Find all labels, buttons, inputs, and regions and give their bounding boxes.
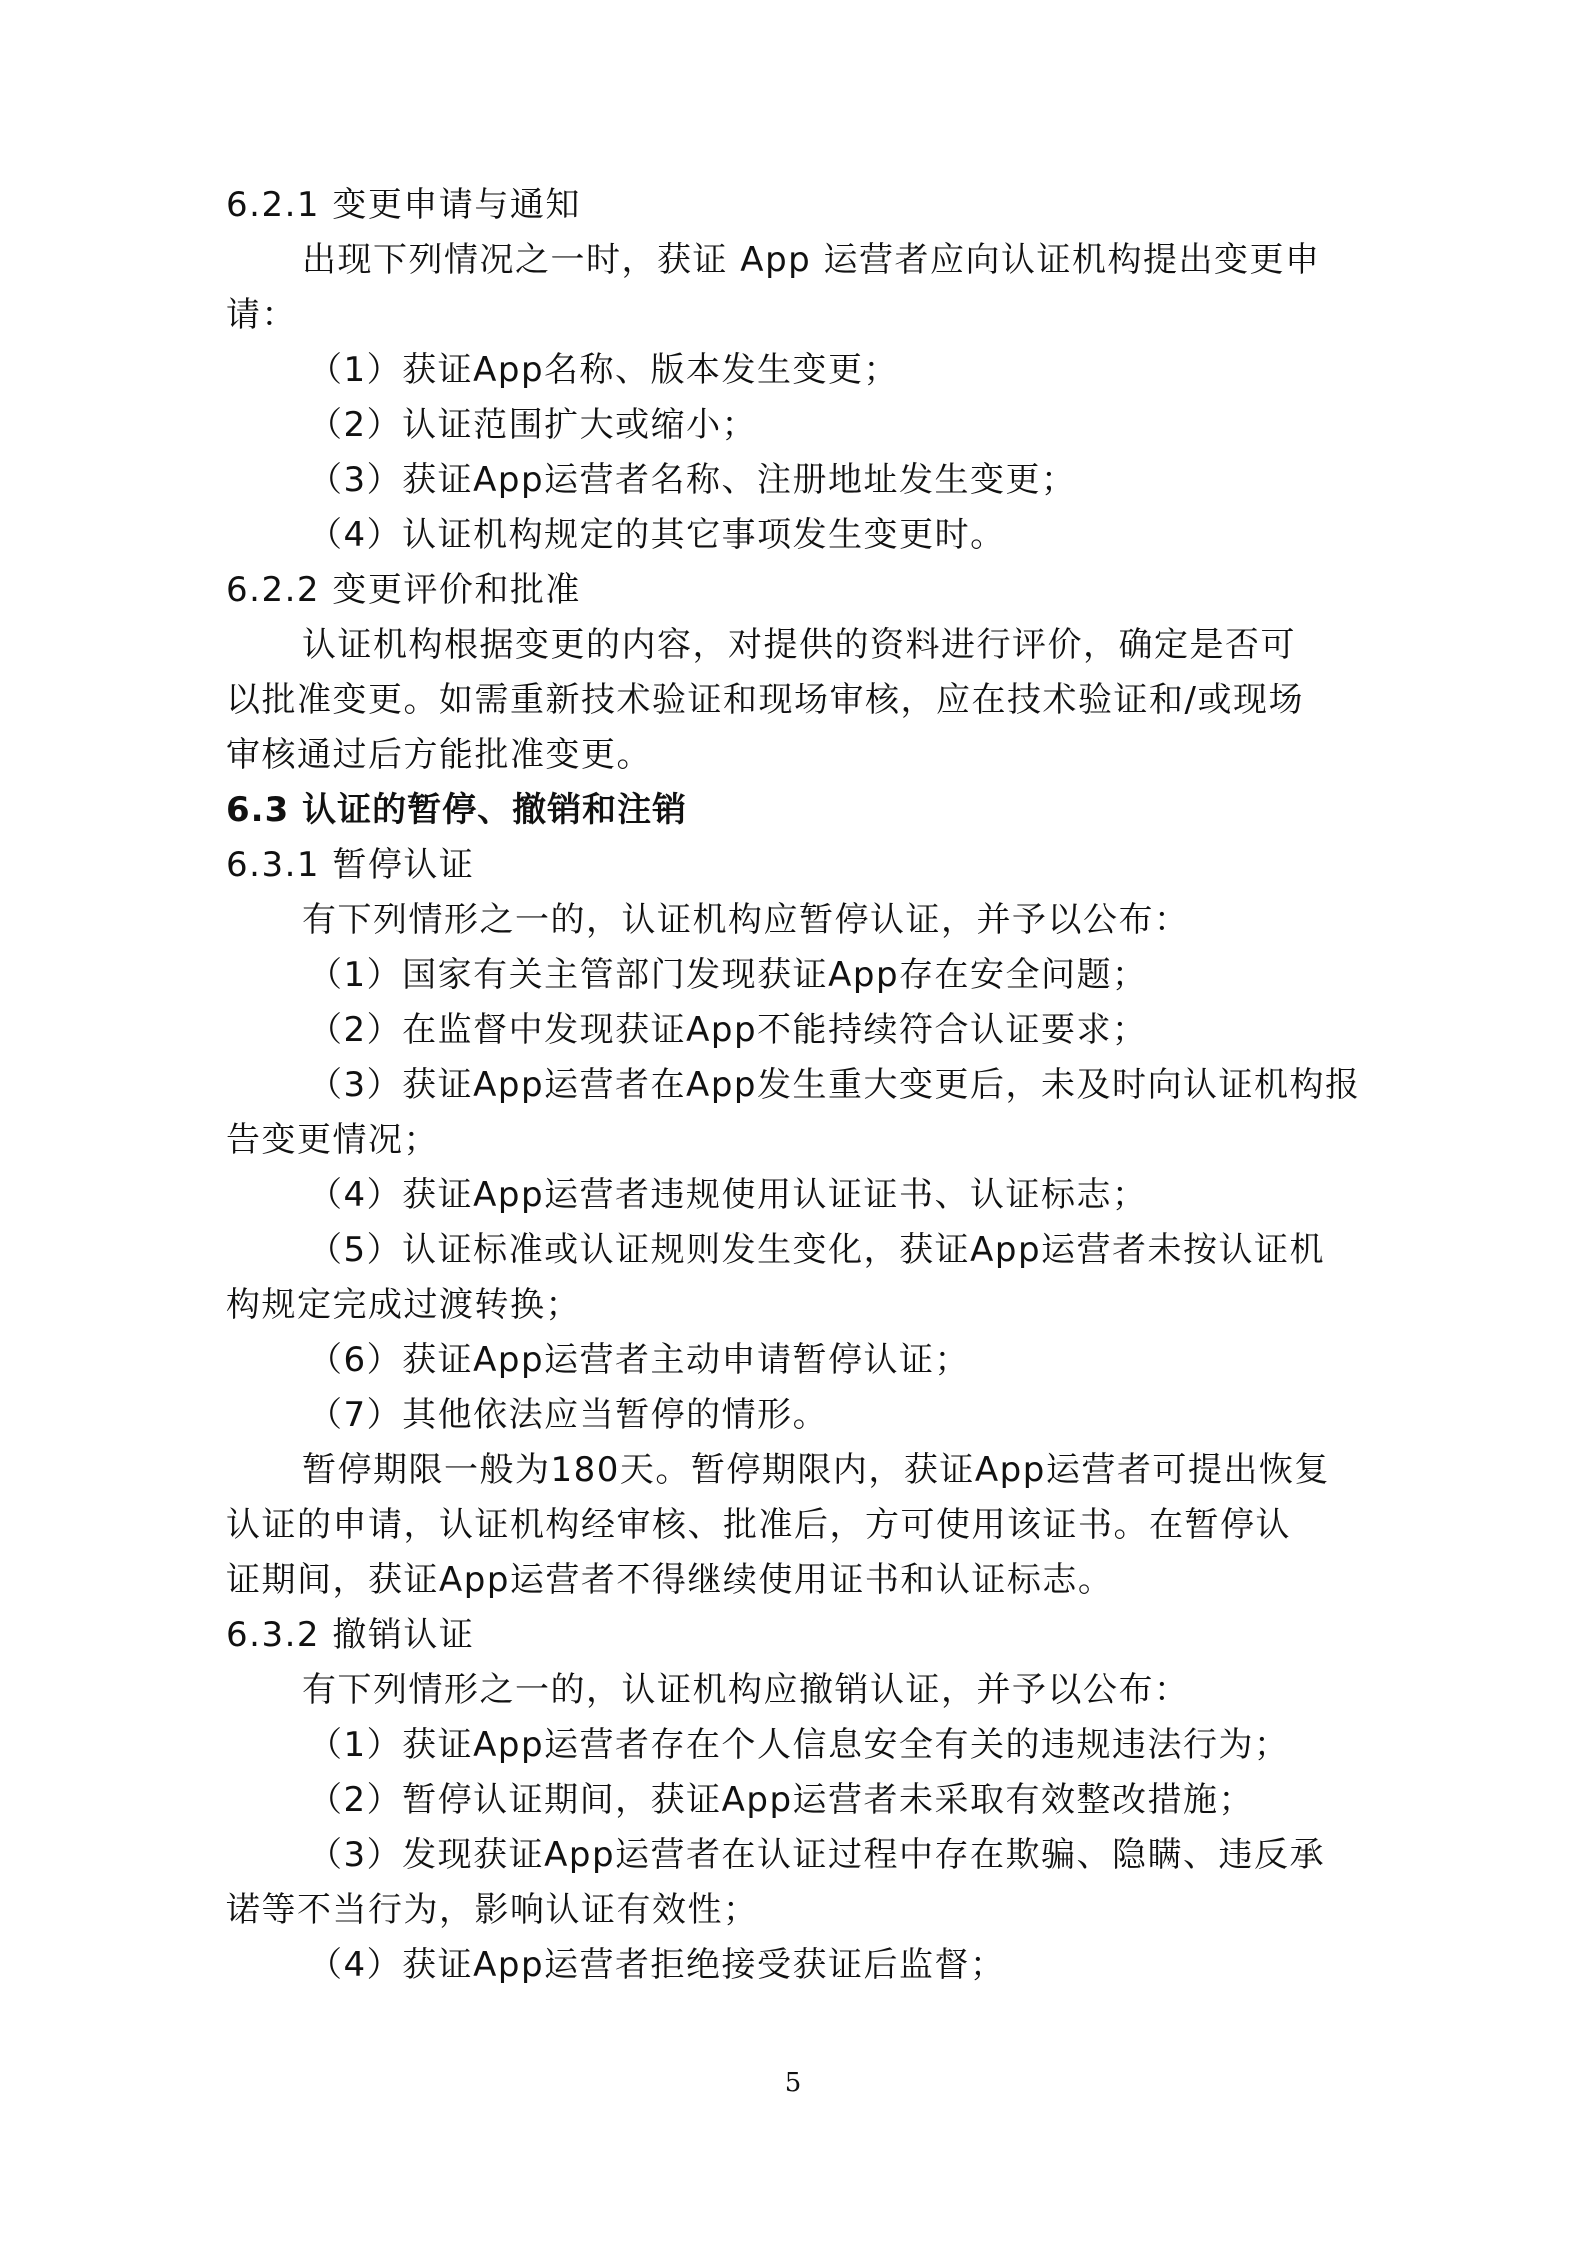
list-item: （2）在监督中发现获证App不能持续符合认证要求； — [308, 1010, 1148, 1050]
list-item: （4）获证App运营者违规使用认证证书、认证标志； — [308, 1175, 1148, 1215]
list-item: （2）暂停认证期间，获证App运营者未采取有效整改措施； — [308, 1780, 1255, 1820]
list-item: （3）获证App运营者名称、注册地址发生变更； — [308, 460, 1077, 500]
list-item: （3）获证App运营者在App发生重大变更后，未及时向认证机构报 — [308, 1065, 1361, 1105]
list-item: （5）认证标准或认证规则发生变化，获证App运营者未按认证机 — [308, 1230, 1326, 1270]
list-item: （4）获证App运营者拒绝接受获证后监督； — [308, 1945, 1006, 1985]
list-item: （1）获证App运营者存在个人信息安全有关的违规违法行为； — [308, 1725, 1290, 1765]
list-item: （2）认证范围扩大或缩小； — [308, 405, 758, 445]
heading-6-2-2: 6.2.2 变更评价和批准 — [226, 570, 581, 610]
heading-6-3: 6.3 认证的暂停、撤销和注销 — [226, 790, 688, 830]
list-item-continuation: 构规定完成过渡转换； — [226, 1285, 581, 1325]
list-item: （6）获证App运营者主动申请暂停认证； — [308, 1340, 971, 1380]
paragraph-line: 证期间，获证App运营者不得继续使用证书和认证标志。 — [226, 1560, 1114, 1600]
paragraph-line: 出现下列情况之一时，获证 App 运营者应向认证机构提出变更申 — [302, 240, 1321, 280]
paragraph-line: 认证的申请，认证机构经审核、批准后，方可使用该证书。在暂停认 — [226, 1505, 1291, 1545]
list-item: （1）获证App名称、版本发生变更； — [308, 350, 900, 390]
heading-6-3-2: 6.3.2 撤销认证 — [226, 1615, 475, 1655]
page-number: 5 — [784, 2068, 802, 2098]
list-item: （7）其他依法应当暂停的情形。 — [308, 1395, 829, 1435]
list-item-continuation: 告变更情况； — [226, 1120, 439, 1160]
paragraph-line: 暂停期限一般为180天。暂停期限内，获证App运营者可提出恢复 — [302, 1450, 1330, 1490]
paragraph-line: 以批准变更。如需重新技术验证和现场审核，应在技术验证和/或现场 — [226, 680, 1304, 720]
paragraph-line: 有下列情形之一的，认证机构应撤销认证，并予以公布： — [302, 1670, 1190, 1710]
paragraph-line: 认证机构根据变更的内容，对提供的资料进行评价，确定是否可 — [302, 625, 1296, 665]
document-body — [226, 178, 1366, 1993]
list-item-continuation: 诺等不当行为，影响认证有效性； — [226, 1890, 759, 1930]
list-item: （1）国家有关主管部门发现获证App存在安全问题； — [308, 955, 1148, 995]
heading-6-2-1: 6.2.1 变更申请与通知 — [226, 185, 581, 225]
paragraph-line: 审核通过后方能批准变更。 — [226, 735, 652, 775]
paragraph-line: 请： — [226, 295, 297, 335]
list-item: （3）发现获证App运营者在认证过程中存在欺骗、隐瞒、违反承 — [308, 1835, 1326, 1875]
list-item: （4）认证机构规定的其它事项发生变更时。 — [308, 515, 1006, 555]
paragraph-line: 有下列情形之一的，认证机构应暂停认证，并予以公布： — [302, 900, 1190, 940]
heading-6-3-1: 6.3.1 暂停认证 — [226, 845, 475, 885]
